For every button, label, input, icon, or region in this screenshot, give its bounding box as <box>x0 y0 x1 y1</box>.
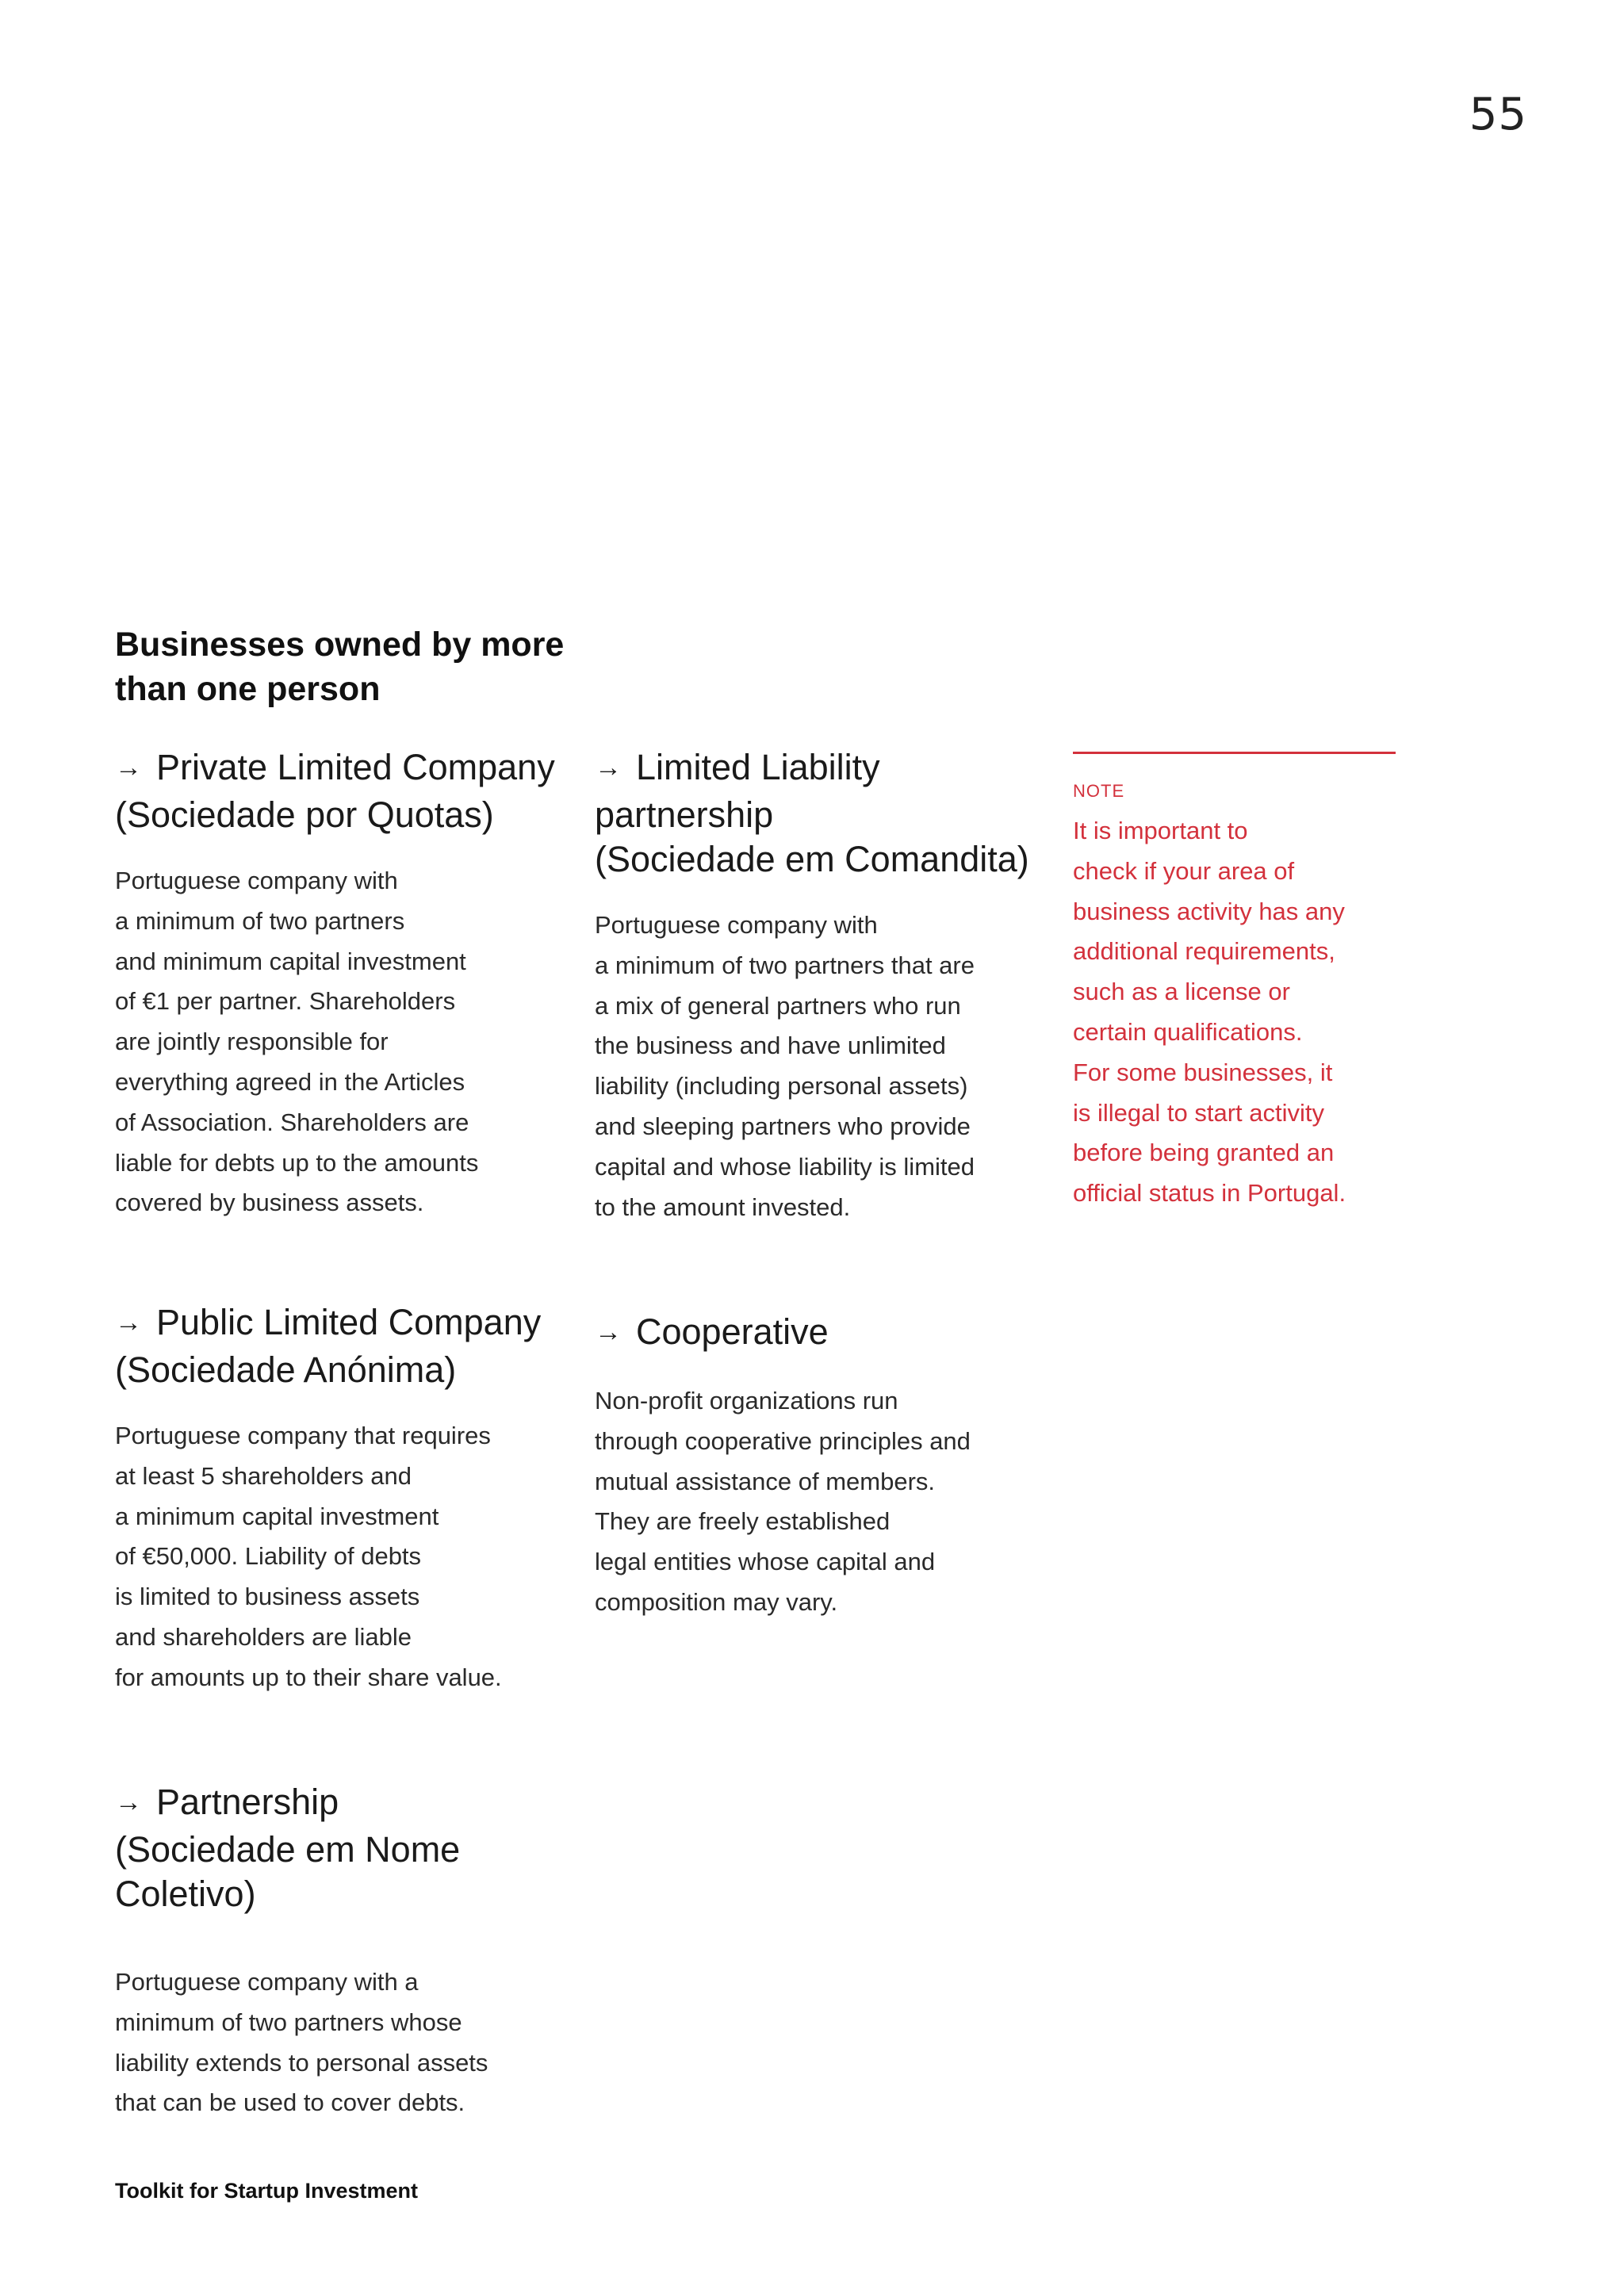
note-body-line: certain qualifications. <box>1073 1017 1303 1046</box>
card-private-limited-company <box>115 745 575 1223</box>
card-body-line: minimum of two partners whose <box>115 2008 462 2036</box>
card-body-line: Portuguese company that requires <box>115 1422 491 1449</box>
card-body <box>115 861 575 1223</box>
arrow-right-icon: → <box>595 1317 622 1347</box>
card-title-line: Partnership <box>156 1782 339 1822</box>
card-title-line: (Sociedade em Comandita) <box>595 839 1029 879</box>
card-body-line: to the amount invested. <box>595 1192 851 1221</box>
card-body-line: a mix of general partners who run <box>595 991 961 1020</box>
card-title-line: (Sociedade Anónima) <box>115 1349 457 1390</box>
card-body-line: They are freely established <box>595 1507 891 1536</box>
note-box <box>1073 752 1396 1214</box>
card-title <box>115 745 575 837</box>
card-body-line: and sleeping partners who provide <box>595 1112 971 1140</box>
card-body <box>115 1962 575 2123</box>
card-title-line: (Sociedade por Quotas) <box>115 794 494 835</box>
card-body-line: the business and have unlimited <box>595 1032 946 1060</box>
arrow-right-icon: → <box>115 1787 142 1817</box>
card-body-line: Portuguese company with a <box>115 1968 419 1996</box>
footer-title: Toolkit for Startup Investment <box>115 2179 419 2203</box>
card-body-line: through cooperative principles and <box>595 1426 971 1455</box>
note-body-line: business activity has any <box>1073 897 1345 925</box>
card-body-line: and shareholders are liable <box>115 1622 412 1651</box>
card-title-line: Cooperative <box>636 1311 829 1352</box>
card-body-line: is limited to business assets <box>115 1583 420 1611</box>
card-title-line: (Sociedade em Nome <box>115 1829 461 1870</box>
card-title-line: Limited Liability <box>636 747 880 787</box>
note-body-line: It is important to <box>1073 817 1248 844</box>
card-title-line: Coletivo) <box>115 1874 256 1914</box>
card-title <box>595 1310 1055 1357</box>
arrow-right-icon: → <box>595 752 622 783</box>
card-body-line: a minimum of two partners that are <box>595 951 975 979</box>
card-body-line: for amounts up to their share value. <box>115 1663 502 1691</box>
note-body-line: official status in Portugal. <box>1073 1179 1346 1208</box>
card-title <box>115 1300 575 1392</box>
card-body-line: composition may vary. <box>595 1587 838 1616</box>
section-heading-line: Businesses owned by more <box>115 626 565 664</box>
card-body-line: at least 5 shareholders and <box>115 1461 412 1490</box>
note-body-line: such as a license or <box>1073 978 1290 1006</box>
card-body-line: are jointly responsible for <box>115 1028 389 1056</box>
card-cooperative <box>595 1310 1055 1623</box>
card-body <box>595 905 1055 1227</box>
card-body-line: of €1 per partner. Shareholders <box>115 987 456 1016</box>
card-body-line: of Association. Shareholders are <box>115 1108 469 1136</box>
card-body-line: capital and whose liability is limited <box>595 1152 975 1181</box>
card-body-line: and minimum capital investment <box>115 947 466 975</box>
note-label: NOTE <box>1073 781 1125 801</box>
section-heading-line: than one person <box>115 670 381 708</box>
card-body-line: a minimum of two partners <box>115 906 405 935</box>
card-body-line: liability extends to personal assets <box>115 2048 488 2077</box>
card-body-line: a minimum capital investment <box>115 1502 439 1530</box>
card-body <box>115 1416 575 1698</box>
card-body-line: that can be used to cover debts. <box>115 2088 465 2117</box>
card-body <box>595 1381 1055 1623</box>
card-body-line: Portuguese company with <box>595 911 878 939</box>
card-body-line: legal entities whose capital and <box>595 1548 936 1576</box>
card-partnership <box>115 1780 575 2123</box>
arrow-right-icon: → <box>115 1307 142 1338</box>
note-body-line: check if your area of <box>1073 856 1295 885</box>
card-title-line: Private Limited Company <box>156 747 555 787</box>
card-title <box>115 1780 575 1916</box>
card-title-line: partnership <box>595 794 774 835</box>
note-divider <box>1073 752 1396 754</box>
card-body-line: Portuguese company with <box>115 867 398 894</box>
card-limited-liability-partnership <box>595 745 1055 1227</box>
arrow-right-icon: → <box>115 752 142 783</box>
card-body-line: everything agreed in the Articles <box>115 1067 465 1096</box>
section-heading <box>115 622 607 711</box>
card-title <box>595 745 1055 882</box>
note-body <box>1073 811 1396 1214</box>
page-number: 55 <box>1469 89 1527 140</box>
card-public-limited-company <box>115 1300 575 1698</box>
card-body-line: Non-profit organizations run <box>595 1387 898 1414</box>
card-body-line: mutual assistance of members. <box>595 1467 936 1495</box>
card-body-line: covered by business assets. <box>115 1189 424 1217</box>
note-body-line: is illegal to start activity <box>1073 1098 1324 1127</box>
card-body-line: liable for debts up to the amounts <box>115 1148 479 1177</box>
note-body-line: For some businesses, it <box>1073 1058 1333 1086</box>
note-body-line: additional requirements, <box>1073 937 1335 966</box>
note-body-line: before being granted an <box>1073 1139 1335 1167</box>
card-title-line: Public Limited Company <box>156 1302 542 1342</box>
card-body-line: liability (including personal assets) <box>595 1072 968 1101</box>
card-body-line: of €50,000. Liability of debts <box>115 1542 422 1571</box>
